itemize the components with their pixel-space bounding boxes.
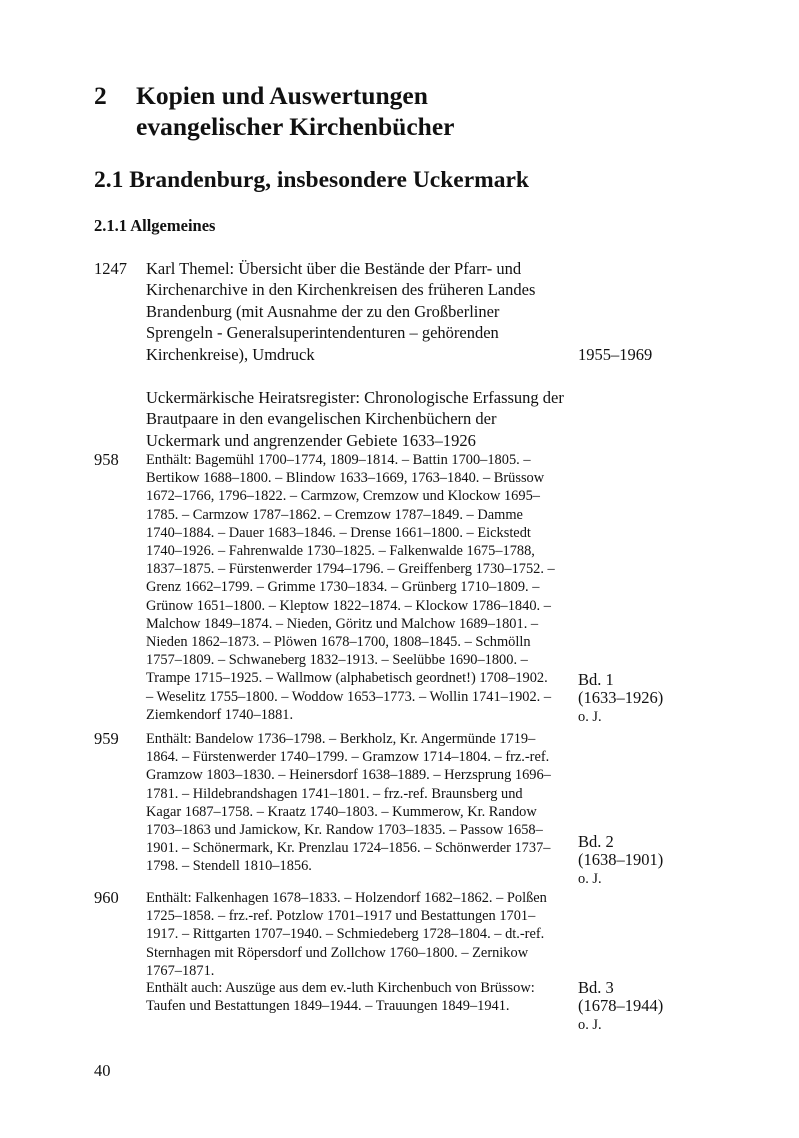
volume-info [578,833,663,888]
entry-text: Enthält: Bagemühl 1700–1774, 1809–1814. – Battin 1700–1805. – Bertikow 1688–1800. – Blindow 1633–1669, 1763–1840. – Brüssow 1672–1766, 1796–1822. – Carmzow, Cremzow und Klockow 1695–1785. – Carmzow 1787–1862. – Cremzow 1787–1849. – Damme 1740–1884. – Dauer 1683–1846. – Drense 1661–1800. – Eickstedt 1740–1926. – Fahrenwalde 1730–1825. – Falkenwalde 1675–1788, 1837–1875. – Fürstenwerder 1794–1796. – Greiffenberg 1730–1752. – Grenz 1662–1799. – Grimme 1730–1834. – Grünberg 1710–1809. – Grünow 1651–1800. – Kleptow 1822–1874. – Klockow 1786–1840. – Malchow 1849–1874. – Nieden, Göritz und Malchow 1689–1801. – Nieden 1862–1873. – Plöwen 1678–1700, 1808–1845. – Schmölln 1757–1809. – Schwaneberg 1832–1913. – Seelübbe 1690–1800. – Trampe 1715–1925. – Wallmow (alphabetisch geordnet!) 1708–1902. – Weselitz 1755–1800. – Woddow 1653–1773. – Wollin 1741–1902. – Ziemkendorf 1740–1881. [146,452,555,723]
chapter-title-line-2: evangelischer Kirchenbücher [136,112,455,141]
entry-number: 959 [94,729,119,748]
entry-text: Karl Themel: Übersicht über die Bestände der Pfarr- und Kirchenarchive in den Kirchenkreisen des früheren Landes Brandenburg (mit Ausnahme der zu den Großberliner Sprengeln - Generalsuperintendenturen – gehörenden Kirchenkreise), Umdruck [146,259,536,364]
volume-range: (1638–1901) [578,850,664,870]
entry-number: 1247 [94,259,127,278]
entry-note: Enthält auch: Auszüge aus dem ev.-luth Kirchenbuch von Brüssow: Taufen und Bestattungen 1849–1944. – Trauungen 1849–1941. [146,980,535,1015]
page-number: 40 [94,1061,111,1080]
chapter-title-line-1: Kopien und Auswertungen [136,81,428,110]
volume-year: o. J. [578,708,602,725]
volume-info [578,979,663,1034]
volume-range: (1678–1944) [578,996,664,1016]
volume-year: o. J. [578,1016,602,1033]
volume-range: (1633–1926) [578,688,664,708]
series-intro: Uckermärkische Heiratsregister: Chronologische Erfassung der Brautpaare in den evangelischen Kirchenbüchern der Uckermark und angrenzender Gebiete 1633–1926 [146,388,564,450]
volume-label: Bd. 2 [578,832,614,851]
entry-date: 1955–1969 [578,344,653,364]
volume-info [578,671,663,726]
entry-text: Enthält: Bandelow 1736–1798. – Berkholz, Kr. Angermünde 1719–1864. – Fürstenwerder 1740–1799. – Gramzow 1714–1804. – frz.-ref. Gramzow 1803–1830. – Heinersdorf 1638–1889. – Herzsprung 1696–1781. – Hildebrandshagen 1741–1801. – frz.-ref. Braunsberg und Kagar 1687–1758. – Kraatz 1740–1803. – Kummerow, Kr. Randow 1703–1863 und Jamickow, Kr. Randow 1703–1835. – Passow 1658–1901. – Schönermark, Kr. Prenzlau 1724–1856. – Schönwerder 1737–1798. – Stendell 1810–1856. [146,731,551,875]
subsection-heading: 2.1.1 Allgemeines [94,216,216,235]
chapter-number: 2 [94,81,107,110]
volume-label: Bd. 3 [578,978,614,997]
entry-number: 960 [94,888,119,907]
entry-number: 958 [94,450,119,469]
entry-text: Enthält: Falkenhagen 1678–1833. – Holzendorf 1682–1862. – Polßen 1725–1858. – frz.-ref. Potzlow 1701–1917 und Bestattungen 1701–1917. – Rittgarten 1707–1940. – Schmiedeberg 1728–1804. – dt.-ref. Sternhagen mit Röpersdorf und Zollchow 1760–1800. – Zernikow 1767–1871. [146,890,547,979]
volume-label: Bd. 1 [578,670,614,689]
volume-year: o. J. [578,870,602,887]
section-heading: 2.1 Brandenburg, insbesondere Uckermark [94,167,529,193]
chapter-title [136,80,656,142]
